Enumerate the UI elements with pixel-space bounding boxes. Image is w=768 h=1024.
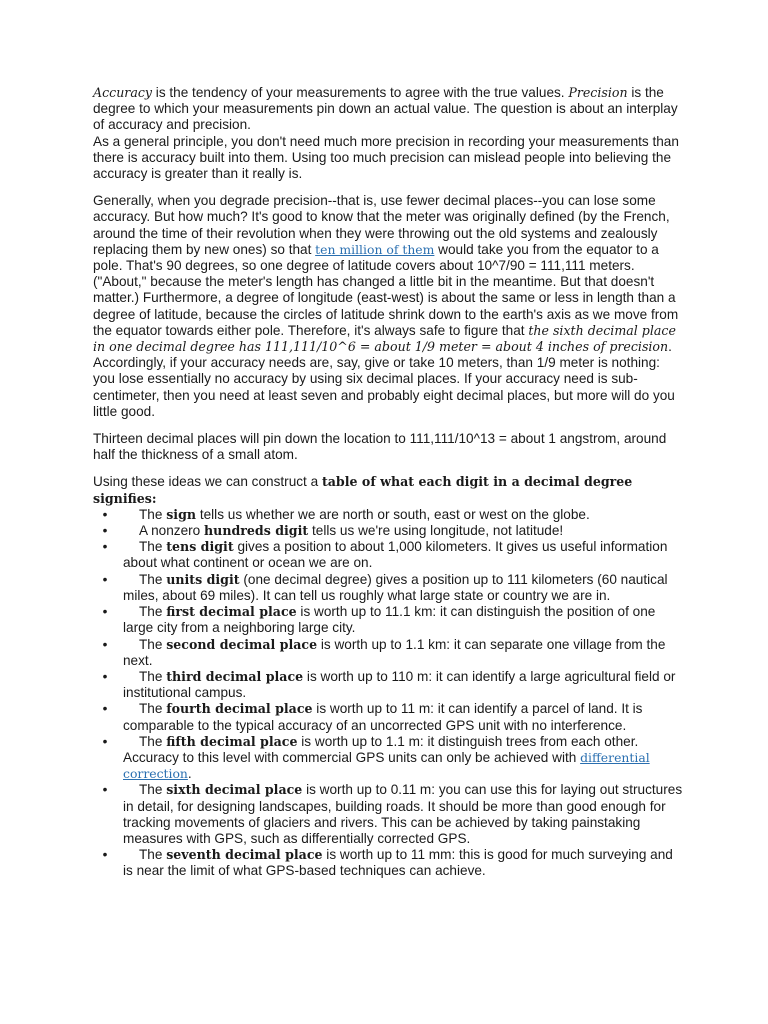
list-item: • The fourth decimal place is worth up to 11 m: it can identify a parcel of land. It is comparable to the typical accuracy of an uncorrected GPS unit with no interference.: [93, 701, 685, 733]
list-item: • The second decimal place is worth up to 1.1 km: it can separate one village from the next.: [93, 637, 685, 669]
list-item: • The fifth decimal place is worth up to 1.1 m: it distinguish trees from each other. Accuracy to this level with commercial GPS units can only be achieved with differential correction.: [93, 734, 685, 783]
list-item: • The first decimal place is worth up to 11.1 km: it can distinguish the position of one large city from a neighboring large city.: [93, 604, 685, 636]
list-item: • The seventh decimal place is worth up to 11 mm: this is good for much surveying and is near the limit of what GPS-based techniques can achieve.: [93, 847, 685, 879]
list-item: • The sixth decimal place is worth up to 0.11 m: you can use this for laying out structures in detail, for designing landscapes, building roads. It should be more than good enough for tracking movements of glaciers and rivers. This can be achieved by taking painstaking measures with GPS, such as differentially corrected GPS.: [93, 782, 685, 847]
list-term: tens digit: [166, 539, 234, 555]
list-item: • A nonzero hundreds digit tells us we're using longitude, not latitude!: [93, 523, 685, 539]
bullet-icon: •: [102, 571, 108, 587]
list-term: seventh decimal place: [166, 847, 323, 863]
list-term: hundreds digit: [204, 523, 309, 539]
list-term: second decimal place: [166, 636, 318, 652]
list-item: • The sign tells us whether we are north or south, east or west on the globe.: [93, 507, 685, 523]
bullet-icon: •: [102, 506, 108, 522]
emphasis-sixth-decimal: the sixth decimal place in one decimal degree has 111,111/10^6 = about 1/9 meter = about 4 inches of precision: [93, 322, 676, 355]
list-item: • The third decimal place is worth up to 110 m: it can identify a large agricultural field or institutional campus.: [93, 669, 685, 701]
bullet-icon: •: [102, 604, 108, 620]
table-intro-bold: table of what each digit in a decimal degree signifies:: [93, 474, 633, 506]
list-term: third decimal place: [166, 668, 304, 684]
bullet-icon: •: [102, 523, 108, 539]
term-accuracy: Accuracy: [93, 85, 153, 100]
bullet-icon: •: [102, 668, 108, 684]
paragraph-definitions: Accuracy is the tendency of your measurements to agree with the true values. Precision is the degree to which your measurements pin down an actual value. The question is about an interplay of accuracy and precision.: [93, 85, 678, 133]
list-term: units digit: [166, 571, 240, 587]
link-ten-million[interactable]: ten million of them: [315, 241, 435, 257]
list-item: • The tens digit gives a position to about 1,000 kilometers. It gives us useful information about what continent or ocean we are on.: [93, 539, 685, 571]
list-term: fourth decimal place: [166, 701, 313, 717]
list-term: sixth decimal place: [166, 782, 303, 798]
bullet-icon: •: [102, 733, 108, 749]
document-body: [93, 85, 685, 880]
list-term: first decimal place: [166, 604, 297, 620]
link-differential-correction[interactable]: differential correction: [123, 749, 650, 782]
paragraph-thirteen-places: Thirteen decimal places will pin down the location to 111,111/10^13 = about 1 angstrom, around half the thickness of a small atom.: [93, 431, 667, 463]
bullet-icon: •: [102, 847, 108, 863]
list-term: fifth decimal place: [166, 733, 298, 749]
paragraph-meter-definition: Generally, when you degrade precision--that is, use fewer decimal places--you can lose some accuracy. But how much? It's good to know that the meter was originally defined (by the French, around the time of their revolution when they were throwing out the old systems and zealously replacing them by new ones) so that ten million of them would take you from the equator to a pole. That's 90 degrees, so one degree of latitude covers about 10^7/90 = 111,111 meters. ("About," because the meter's length has changed a little bit in the meantime. But that doesn't matter.) Furthermore, a degree of longitude (east-west) is about the same or less in length than a degree of latitude, because the circles of latitude shrink down to the earth's axis as we move from the equator towards either pole. Therefore, it's always safe to figure that the sixth decimal place in one decimal degree has 111,111/10^6 = about 1/9 meter = about 4 inches of precision.: [93, 193, 679, 355]
digit-list: [93, 507, 685, 880]
list-item: • The units digit (one decimal degree) gives a position up to 111 kilometers (60 nautical miles, about 69 miles). It can tell us roughly what large state or country we are in.: [93, 572, 685, 604]
paragraph-accordingly: Accordingly, if your accuracy needs are, say, give or take 10 meters, than 1/9 meter is nothing: you lose essentially no accuracy by using six decimal places. If your accuracy need is sub-centimeter, then you need at least seven and probably eight decimal places, but more will do you little good.: [93, 355, 675, 419]
bullet-icon: •: [102, 539, 108, 555]
paragraph-table-intro: Using these ideas we can construct a table of what each digit in a decimal degree signifies:: [93, 474, 633, 506]
list-term: sign: [166, 506, 197, 522]
bullet-icon: •: [102, 636, 108, 652]
bullet-icon: •: [102, 782, 108, 798]
paragraph-general-principle: As a general principle, you don't need much more precision in recording your measurements than there is accuracy built into them. Using too much precision can mislead people into believing the accuracy is greater than it really is.: [93, 133, 679, 182]
term-precision: Precision: [568, 85, 628, 100]
bullet-icon: •: [102, 701, 108, 717]
